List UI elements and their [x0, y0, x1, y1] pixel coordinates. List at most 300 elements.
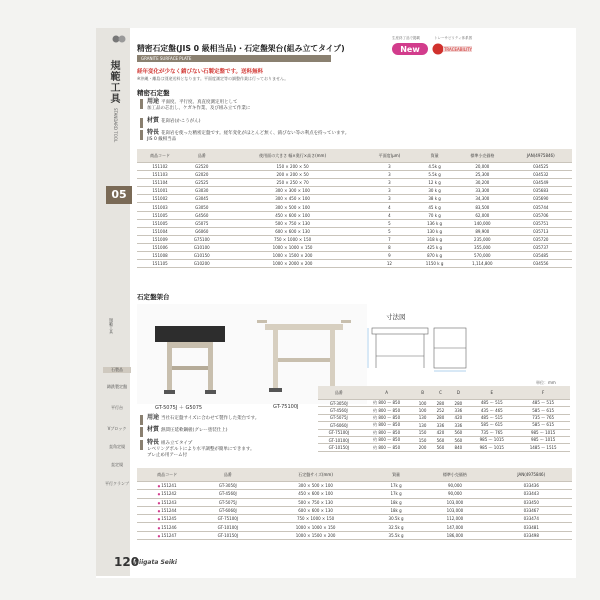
table-cell: 600 × 600 × 130	[258, 506, 372, 514]
table-cell: 3	[365, 171, 414, 179]
code-text: 151241	[161, 483, 177, 489]
table-cell: GT-3050J	[197, 482, 258, 490]
table-row	[318, 400, 570, 407]
table-cell: 300 × 500 × 100	[258, 482, 372, 490]
table-cell: 280	[449, 400, 467, 407]
table-cell: GT-75100J	[318, 429, 360, 436]
table-cell: 25,300	[455, 171, 509, 179]
table-row	[137, 195, 572, 203]
table-cell: 033450	[491, 498, 573, 506]
table-cell: GT-6060J	[197, 506, 258, 514]
table-cell: 570,000	[455, 252, 509, 260]
table-row	[137, 179, 572, 187]
table-cell: 035690	[510, 195, 572, 203]
column-header: JAN(4975846)	[491, 468, 573, 482]
table-cell: 5	[365, 227, 414, 235]
code-text: 151244	[161, 508, 177, 514]
table-cell: 336	[449, 422, 467, 429]
table-cell: 32.5k g	[373, 523, 420, 531]
section-heading-stand: 石定盤架台	[137, 293, 170, 301]
table-row	[137, 498, 572, 506]
column-header: 質量	[373, 468, 420, 482]
table-cell: 560	[449, 436, 467, 443]
column-header: 石定盤サイズ(mm)	[258, 468, 372, 482]
table-cell: 30.5k g	[373, 515, 420, 523]
column-header: D	[449, 386, 467, 400]
table-cell: 420	[449, 414, 467, 421]
table-cell: 485 ～ 515	[467, 400, 516, 407]
table-cell: 450 × 600 × 100	[220, 211, 364, 219]
table-cell: 103,000	[419, 498, 490, 506]
spine-item[interactable]: 鋳鉄製定盤	[107, 384, 127, 389]
column-header: 商品コード	[137, 149, 183, 163]
table-cell: GT-10100J	[318, 436, 360, 443]
spine-title: 規範工具	[108, 60, 119, 104]
spec-item	[147, 99, 250, 112]
stand-product-table	[137, 468, 572, 540]
table-cell: GT-4560J	[197, 490, 258, 498]
table-cell: 300 × 450 × 100	[220, 195, 364, 203]
spec-label: 特長	[147, 438, 160, 446]
table-cell: 985 ～ 1015	[467, 436, 516, 443]
column-header: 質量	[414, 149, 455, 163]
page-title: 精密石定盤(JIS 0 級相当品)・石定盤架台(組み立てタイプ)	[137, 44, 345, 53]
table-row	[137, 227, 572, 235]
table-cell: 83,500	[455, 203, 509, 211]
spec-line: 当社石定盤サイズに合わせて製作した架台です。	[161, 416, 260, 421]
table-row	[318, 444, 570, 451]
granite-plate-shape	[155, 326, 225, 342]
new-badge-caption: 生産終了品で掲載	[392, 36, 420, 40]
column-header: 商品コード	[137, 468, 197, 482]
table-cell: 5.5k g	[414, 171, 455, 179]
spec-label: 用途	[147, 414, 160, 421]
column-header: 平面度(μm)	[365, 149, 414, 163]
table-cell: GT-10150J	[318, 444, 360, 451]
table-cell: 1150 k g	[414, 260, 455, 268]
pink-dot-icon: ●	[157, 525, 161, 530]
surface-plate-table	[137, 149, 572, 268]
table-cell: 約 800 ～ 850	[360, 422, 414, 429]
table-cell: 130 k g	[414, 227, 455, 235]
spec-bar	[140, 427, 143, 437]
spec-bar	[140, 99, 143, 109]
table-cell: 90,000	[419, 490, 490, 498]
spine-item[interactable]: Vブロック	[107, 426, 127, 431]
table-cell: 103,000	[419, 506, 490, 514]
spec-line: 組み立てタイプ	[161, 440, 193, 446]
spine-item[interactable]: 平行台	[111, 405, 123, 410]
table-cell: 035737	[510, 243, 572, 251]
photo-caption-left: GT-5075J ＋ G5075	[155, 405, 203, 411]
table-cell: 035720	[510, 235, 572, 243]
table-cell: GT-75100J	[197, 515, 258, 523]
table-cell	[137, 531, 197, 539]
table-cell: 435 ～ 465	[467, 407, 516, 414]
table-cell: 5	[365, 219, 414, 227]
column-header: F	[516, 386, 570, 400]
spec-line: 花崗岩を使った精密定盤です。経年変化がほとんど無く、錆びない等の利点を持っています。	[161, 131, 350, 137]
table-cell: 033474	[491, 515, 573, 523]
table-cell: 034556	[510, 260, 572, 268]
spec-line: 平面度、平行度、真直度測定用として	[161, 100, 238, 105]
table-cell: 250 × 250 × 70	[220, 179, 364, 187]
code-text: 151245	[161, 516, 177, 522]
table-cell: 130	[414, 414, 432, 421]
table-row	[137, 171, 572, 179]
table-row	[137, 515, 572, 523]
table-cell: 150 × 200 × 50	[220, 163, 364, 171]
pink-dot-icon: ●	[157, 533, 161, 538]
table-cell: 870 k g	[414, 252, 455, 260]
spec-item	[147, 440, 255, 460]
table-cell: 560	[432, 436, 450, 443]
table-cell: 840	[449, 444, 467, 451]
column-header: A	[360, 386, 414, 400]
table-cell: 約 800 ～ 850	[360, 436, 414, 443]
subtitle-bar: GRANITE SURFACE PLATE	[137, 55, 331, 62]
spec-line: レベリングボルトにより水平調整が簡単にできます。	[147, 447, 255, 452]
page-number: 120	[114, 555, 140, 569]
column-header: 品番	[183, 149, 220, 163]
spec-line: 熱間圧延軟鋼板(グレー塗装仕上)	[161, 428, 228, 434]
table-cell: G10200	[183, 260, 220, 268]
table-cell: 1000 × 1000 × 150	[220, 243, 364, 251]
table-row	[137, 506, 572, 514]
table-cell: 300 × 300 × 100	[220, 187, 364, 195]
spec-item	[147, 427, 228, 434]
new-badge-icon	[392, 42, 428, 56]
table-cell: 4	[365, 203, 414, 211]
spine-item[interactable]: 直角定規	[109, 444, 125, 449]
table-cell: 560	[432, 444, 450, 451]
table-cell	[137, 523, 197, 531]
table-cell: GT-5075J	[197, 498, 258, 506]
table-cell: G2520	[183, 163, 220, 171]
column-header: 品番	[197, 468, 258, 482]
table-cell: 30 k g	[414, 187, 455, 195]
table-cell: 200	[414, 444, 432, 451]
dimension-drawing	[364, 320, 472, 376]
table-row	[318, 414, 570, 421]
spec-line: ブレ止め用アーム付	[147, 453, 188, 459]
table-cell: 30,200	[455, 179, 509, 187]
spec-bar	[140, 118, 143, 128]
table-cell: 485 ～ 515	[467, 414, 516, 421]
table-cell: 186,000	[419, 531, 490, 539]
unit-label: 単位：mm	[536, 380, 556, 385]
table-cell: 3	[365, 195, 414, 203]
table-cell: 735 ～ 765	[467, 429, 516, 436]
table-cell: 1000 × 1500 × 200	[220, 252, 364, 260]
table-cell: 17k g	[373, 482, 420, 490]
table-cell: 985 ～ 1015	[516, 436, 570, 443]
table-row	[137, 523, 572, 531]
table-cell: 約 800 ～ 850	[360, 400, 414, 407]
table-cell: 150	[414, 436, 432, 443]
table-cell: 151006	[137, 243, 183, 251]
table-header-row	[137, 468, 572, 482]
table-cell: 034525	[510, 163, 572, 171]
spec-line: JIS 0 級相当品	[147, 137, 177, 143]
table-cell: 90,000	[419, 482, 490, 490]
table-cell: 300 × 500 × 100	[220, 203, 364, 211]
table-cell: 033443	[491, 490, 573, 498]
table-cell: 151005	[137, 219, 183, 227]
table-cell: 033467	[491, 506, 573, 514]
table-cell: 151001	[137, 187, 183, 195]
table-cell: 033481	[491, 523, 573, 531]
table-cell: G2020	[183, 171, 220, 179]
table-cell: 34,300	[455, 195, 509, 203]
table-cell: 1000 × 1500 × 200	[258, 531, 372, 539]
table-cell: 1000 × 2000 × 200	[220, 260, 364, 268]
table-cell: G3050	[183, 203, 220, 211]
spine-item[interactable]: 平行クランプ	[105, 481, 129, 486]
table-cell: 151009	[137, 235, 183, 243]
table-cell: 280	[432, 400, 450, 407]
spine-segment-label: 規範工具	[109, 318, 114, 334]
pink-dot-icon: ●	[157, 492, 161, 497]
table-cell: 336	[432, 422, 450, 429]
table-cell: 62,000	[455, 211, 509, 219]
spec-item	[147, 415, 259, 422]
table-cell: 425 k g	[414, 243, 455, 251]
table-cell: 151104	[137, 179, 183, 187]
table-cell: 7	[365, 235, 414, 243]
table-cell: 33,300	[455, 187, 509, 195]
table-header-row	[137, 149, 572, 163]
column-header: 標準小売価格	[455, 149, 509, 163]
pink-dot-icon: ●	[157, 509, 161, 514]
table-cell: 12	[365, 260, 414, 268]
table-cell: 1485 ～ 1515	[516, 444, 570, 451]
table-row	[137, 531, 572, 539]
table-cell: 585 ～ 615	[516, 407, 570, 414]
column-header: 品番	[318, 386, 360, 400]
table-cell: G3030	[183, 187, 220, 195]
table-row	[318, 407, 570, 414]
table-cell: 280	[432, 414, 450, 421]
table-cell: 750 × 1000 × 150	[258, 515, 372, 523]
table-cell: 252	[432, 407, 450, 414]
new-badge-label: New	[400, 45, 420, 54]
column-header: 使用面の大きさ 幅×奥行×高さ(mm)	[220, 149, 364, 163]
spec-bar	[140, 440, 143, 450]
table-cell: 500 × 750 × 130	[258, 498, 372, 506]
table-cell: 318 k g	[414, 235, 455, 243]
table-cell: 100	[414, 407, 432, 414]
table-cell: G75100	[183, 235, 220, 243]
table-cell: G5075	[183, 219, 220, 227]
spec-bar	[140, 415, 143, 425]
table-cell: 3	[365, 163, 414, 171]
pink-dot-icon: ●	[157, 484, 161, 489]
column-header: JAN(4975846)	[510, 149, 572, 163]
table-cell: 38 k g	[414, 195, 455, 203]
table-cell: 9	[365, 252, 414, 260]
table-row	[318, 429, 570, 436]
spec-line: 花崗岩(かこうがん)	[161, 118, 201, 124]
table-cell: 4.5k g	[414, 163, 455, 171]
table-cell: 17k g	[373, 490, 420, 498]
table-cell: 151105	[137, 260, 183, 268]
table-cell: 600 × 600 × 130	[220, 227, 364, 235]
column-header: E	[467, 386, 516, 400]
table-cell: 034549	[510, 179, 572, 187]
table-row	[137, 163, 572, 171]
table-cell: 033436	[491, 482, 573, 490]
spine-item[interactable]: 直定規	[111, 462, 123, 467]
table-cell: G3045	[183, 195, 220, 203]
table-cell: G10100	[183, 243, 220, 251]
table-cell: 89,900	[455, 227, 509, 235]
table-cell: 150	[414, 429, 432, 436]
spec-label: 特長	[147, 129, 160, 137]
pink-dot-icon: ●	[157, 500, 161, 505]
table-cell: 約 800 ～ 850	[360, 429, 414, 436]
dimension-table	[318, 386, 570, 452]
table-cell: 151005	[137, 211, 183, 219]
table-cell: 151004	[137, 227, 183, 235]
table-cell: GT-10100J	[197, 523, 258, 531]
spine-item[interactable]: 石製品	[103, 367, 131, 373]
table-cell: GT-6060J	[318, 422, 360, 429]
table-cell: 750 × 1000 × 150	[220, 235, 364, 243]
table-row	[137, 490, 572, 498]
table-row	[137, 243, 572, 251]
shipping-small-note: ※沖縄・離島は別途送料となります。平面度測定等の調整作業は行っておりません。	[137, 76, 289, 81]
table-row	[137, 211, 572, 219]
code-text: 151247	[161, 532, 177, 538]
table-cell	[137, 482, 197, 490]
brand-logo-icon	[112, 34, 126, 44]
table-row	[137, 187, 572, 195]
table-cell: 035751	[510, 219, 572, 227]
column-header: B	[414, 386, 432, 400]
table-cell: 3	[365, 179, 414, 187]
table-cell: 140,000	[455, 219, 509, 227]
table-cell: 18k g	[373, 506, 420, 514]
table-cell	[137, 506, 197, 514]
column-header: C	[432, 386, 450, 400]
traceability-label: TRACEABILITY	[443, 47, 472, 52]
table-cell: 336	[449, 407, 467, 414]
table-cell: 200 × 200 × 50	[220, 171, 364, 179]
table-cell: G4560	[183, 211, 220, 219]
code-text: 151246	[161, 524, 177, 530]
table-row	[318, 436, 570, 443]
table-cell: 735 ～ 765	[516, 414, 570, 421]
free-shipping-note: 経年変化が少なく錆びない石製定盤です。送料無料	[137, 69, 264, 75]
table-cell: 420	[432, 429, 450, 436]
table-cell: 1,114,800	[455, 260, 509, 268]
table-cell: 151102	[137, 163, 183, 171]
spec-item	[147, 130, 349, 143]
table-row	[137, 252, 572, 260]
spec-item	[147, 118, 201, 125]
table-row	[137, 235, 572, 243]
table-cell: 450 × 600 × 100	[258, 490, 372, 498]
table-cell: 112,000	[419, 515, 490, 523]
table-cell: 033498	[491, 531, 573, 539]
spine-subtitle: STANDARD TOOL	[113, 108, 118, 143]
table-cell: 151003	[137, 203, 183, 211]
table-cell: GT-4560J	[318, 407, 360, 414]
table-row	[137, 260, 572, 268]
table-cell: 035683	[510, 187, 572, 195]
spec-line: 加工品の芯出し、ケガキ作業、及び組み立て作業に	[147, 106, 251, 112]
table-cell: 035485	[510, 252, 572, 260]
table-cell: 18k g	[373, 498, 420, 506]
table-cell: 985 ～ 1015	[516, 429, 570, 436]
table-cell: 560	[449, 429, 467, 436]
table-row	[137, 219, 572, 227]
table-cell: 151008	[137, 252, 183, 260]
table-cell: 355,000	[455, 243, 509, 251]
table-cell: GT-10150J	[197, 531, 258, 539]
table-cell: 約 800 ～ 850	[360, 414, 414, 421]
table-cell: 151103	[137, 171, 183, 179]
table-header-row	[318, 386, 570, 400]
table-cell: 70 k g	[414, 211, 455, 219]
table-cell: 585 ～ 615	[467, 422, 516, 429]
brand-name: Niigata Seiki	[134, 559, 177, 566]
code-text: 151243	[161, 499, 177, 505]
traceability-caption: トレーサビリティ体系図	[434, 36, 473, 40]
spec-label: 用途	[147, 98, 160, 105]
table-cell: 4	[365, 211, 414, 219]
table-cell: GT-3050J	[318, 400, 360, 407]
table-cell: 034532	[510, 171, 572, 179]
table-cell: 151002	[137, 195, 183, 203]
column-header: 標準小売価格	[419, 468, 490, 482]
table-cell: 147,000	[419, 523, 490, 531]
table-cell: 約 800 ～ 850	[360, 444, 414, 451]
table-cell: 585 ～ 615	[516, 422, 570, 429]
table-row	[137, 203, 572, 211]
pink-dot-icon: ●	[157, 517, 161, 522]
dimension-heading: 寸法図	[386, 313, 406, 321]
table-cell: 035744	[510, 203, 572, 211]
table-cell: 500 × 750 × 130	[220, 219, 364, 227]
table-cell: 035706	[510, 211, 572, 219]
table-cell: 985 ～ 1015	[467, 444, 516, 451]
table-cell: 1000 × 1000 × 150	[258, 523, 372, 531]
table-cell: 45 k g	[414, 203, 455, 211]
table-cell: 130	[414, 422, 432, 429]
table-row	[318, 422, 570, 429]
table-cell: 3	[365, 187, 414, 195]
code-text: 151242	[161, 491, 177, 497]
table-cell: G2525	[183, 179, 220, 187]
spec-label: 材質	[147, 116, 160, 124]
table-cell	[137, 515, 197, 523]
table-cell: 約 800 ～ 850	[360, 407, 414, 414]
table-cell: 035713	[510, 227, 572, 235]
table-cell	[137, 498, 197, 506]
table-cell: 136 k g	[414, 219, 455, 227]
table-cell: 8	[365, 243, 414, 251]
table-row	[137, 482, 572, 490]
table-cell: 100	[414, 400, 432, 407]
table-cell	[137, 490, 197, 498]
table-cell: G10150	[183, 252, 220, 260]
spec-label: 材質	[147, 426, 160, 434]
traceability-badge-icon	[432, 42, 472, 56]
table-cell: 235,000	[455, 235, 509, 243]
table-cell: 485 ～ 515	[516, 400, 570, 407]
